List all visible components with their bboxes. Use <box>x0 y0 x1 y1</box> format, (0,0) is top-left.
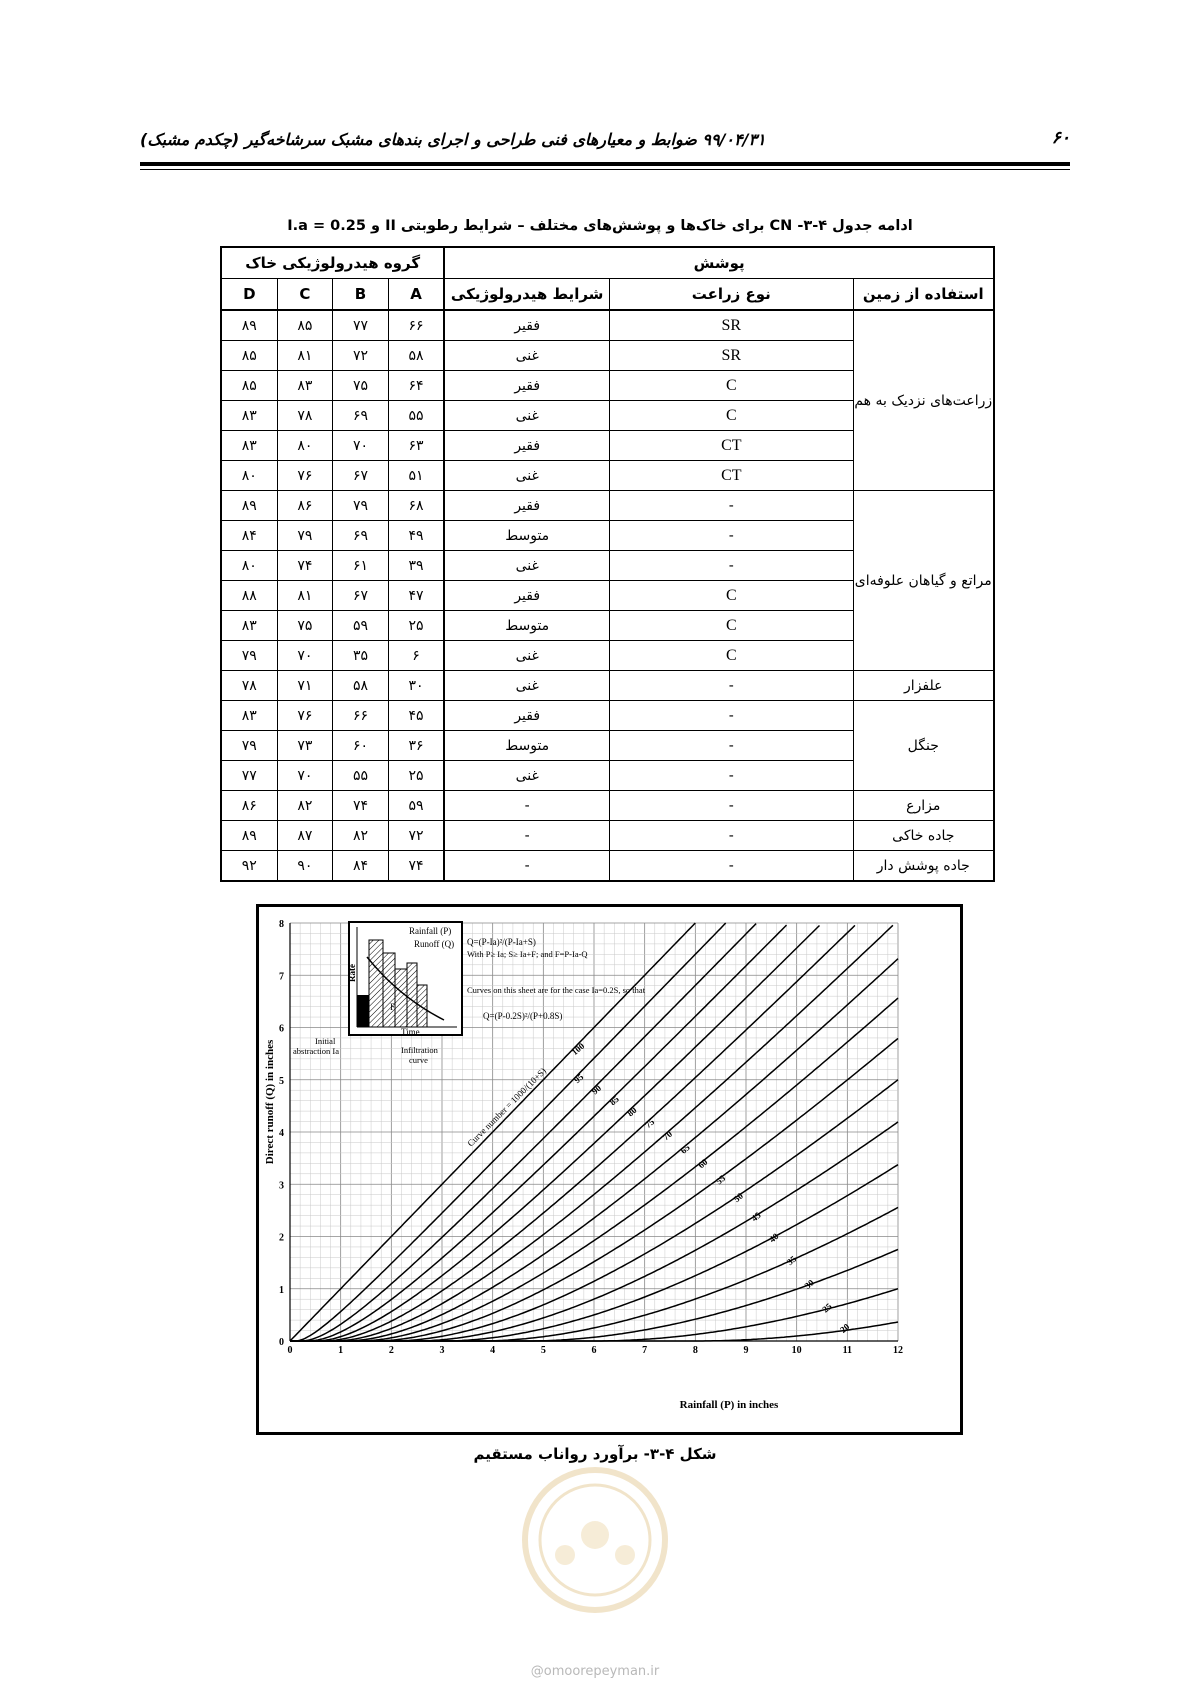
eq2: Q=(P-0.2S)²/(P+0.8S) <box>483 1011 563 1021</box>
x-tick-label: 4 <box>490 1345 496 1356</box>
header-title: ۹۹/۰۴/۳۱ ضوابط و معیارهای فنی طراحی و اجرای بندهای مشبک سرشاخه‌گیر (چکدم مشبک) <box>140 130 766 149</box>
cell-d: ۸۸ <box>221 581 277 611</box>
cn-label: 20 <box>838 1321 852 1335</box>
cell-crop-type: - <box>610 851 854 882</box>
table-row <box>221 671 994 701</box>
cell-c: ۷۸ <box>277 401 333 431</box>
inset-runoff-label: Runoff (Q) <box>414 939 455 949</box>
cell-b: ۷۵ <box>333 371 389 401</box>
cell-b: ۷۷ <box>333 310 389 341</box>
table-row <box>221 851 994 882</box>
cell-crop-type: C <box>610 581 854 611</box>
cell-a: ۳۹ <box>388 551 444 581</box>
x-tick-label: 7 <box>642 1345 648 1356</box>
y-tick-label: 6 <box>279 1023 284 1035</box>
cell-hydro-condition: فقیر <box>444 491 609 521</box>
x-tick-label: 12 <box>893 1345 903 1356</box>
cell-d: ۸۹ <box>221 821 277 851</box>
y-axis-label: Direct runoff (Q) in inches <box>264 1039 276 1165</box>
cell-a: ۴۹ <box>388 521 444 551</box>
cell-c: ۷۰ <box>277 761 333 791</box>
x-tick-label: 10 <box>791 1345 802 1356</box>
cell-a: ۶ <box>388 641 444 671</box>
cell-c: ۸۷ <box>277 821 333 851</box>
cell-crop-type: SR <box>610 341 854 371</box>
cell-d: ۸۰ <box>221 551 277 581</box>
col-d: D <box>221 279 277 311</box>
cell-d: ۸۵ <box>221 341 277 371</box>
cell-d: ۷۷ <box>221 761 277 791</box>
rain-bar-2 <box>383 953 395 1027</box>
land-use-pasture: مراتع و گیاهان علوفه‌ای <box>853 491 994 671</box>
cell-a: ۳۶ <box>388 731 444 761</box>
cell-b: ۵۵ <box>333 761 389 791</box>
cell-crop-type: - <box>610 731 854 761</box>
inset-f-label: F <box>390 1002 396 1012</box>
cell-hydro-condition: غنی <box>444 551 609 581</box>
cell-c: ۷۹ <box>277 521 333 551</box>
cell-c: ۷۳ <box>277 731 333 761</box>
land-use-farmsteads: مزارع <box>853 791 994 821</box>
table-row <box>221 791 994 821</box>
x-tick-label: 9 <box>743 1345 749 1356</box>
x-tick-label: 5 <box>540 1345 546 1356</box>
col-crop-type: نوع زراعت <box>610 279 854 311</box>
cell-a: ۷۲ <box>388 821 444 851</box>
table-row <box>221 701 994 731</box>
cell-hydro-condition: غنی <box>444 461 609 491</box>
cell-hydro-condition: غنی <box>444 671 609 701</box>
cell-c: ۸۱ <box>277 341 333 371</box>
cell-crop-type: - <box>610 551 854 581</box>
page-header <box>140 128 1070 152</box>
cell-crop-type: - <box>610 671 854 701</box>
cover-header: پوشش <box>444 247 994 279</box>
eq1-cond: With P≥ Ia; S≥ Ia+F; and F=P-Ia-Q <box>467 949 588 959</box>
cell-crop-type: C <box>610 611 854 641</box>
cell-b: ۵۸ <box>333 671 389 701</box>
x-tick-label: 1 <box>338 1345 344 1356</box>
col-a: A <box>388 279 444 311</box>
x-tick-label: 3 <box>439 1345 445 1356</box>
cn-label: 95 <box>572 1071 586 1086</box>
cell-c: ۸۲ <box>277 791 333 821</box>
watermark-text: @omoorepeyman.ir <box>530 1664 660 1679</box>
cell-hydro-condition: غنی <box>444 761 609 791</box>
cell-b: ۶۰ <box>333 731 389 761</box>
soil-group-header: گروه هیدرولوژیکی خاک <box>221 247 444 279</box>
x-tick-label: 11 <box>842 1345 853 1356</box>
land-use-meadow: علفزار <box>853 671 994 701</box>
x-tick-label: 0 <box>287 1345 293 1356</box>
cell-hydro-condition: متوسط <box>444 521 609 551</box>
land-use-paved-road: جاده پوشش دار <box>853 851 994 882</box>
x-tick-label: 6 <box>591 1345 597 1356</box>
y-tick-label: 7 <box>279 971 284 983</box>
col-c: C <box>277 279 333 311</box>
watermark-logo <box>495 1460 695 1630</box>
col-land-use: استفاده از زمین <box>853 279 994 311</box>
cell-b: ۶۶ <box>333 701 389 731</box>
cell-c: ۸۱ <box>277 581 333 611</box>
table-caption: ادامه جدول ۴-۳- CN برای خاک‌ها و پوشش‌های مختلف – شرایط رطوبتی II و I.a = 0.25 <box>287 218 913 234</box>
table-row <box>221 821 994 851</box>
cn-label: 80 <box>625 1104 639 1119</box>
cell-b: ۳۵ <box>333 641 389 671</box>
cell-b: ۷۰ <box>333 431 389 461</box>
rain-bar-3 <box>395 969 407 1027</box>
cell-b: ۵۹ <box>333 611 389 641</box>
cell-b: ۶۷ <box>333 581 389 611</box>
cell-a: ۳۰ <box>388 671 444 701</box>
cell-d: ۷۹ <box>221 731 277 761</box>
land-use-close-seeded: زراعت‌های نزدیک به هم <box>853 310 994 491</box>
header-rule-thin <box>140 169 1070 170</box>
cn-label: 75 <box>642 1116 657 1131</box>
y-tick-label: 2 <box>279 1232 284 1244</box>
cell-c: ۸۵ <box>277 310 333 341</box>
cell-d: ۸۳ <box>221 701 277 731</box>
x-tick-label: 8 <box>692 1345 698 1356</box>
y-tick-label: 8 <box>279 919 284 930</box>
cn-label: 25 <box>820 1301 834 1315</box>
cell-d: ۸۵ <box>221 371 277 401</box>
cell-d: ۸۶ <box>221 791 277 821</box>
cn-label: 70 <box>660 1128 675 1143</box>
y-tick-label: 5 <box>279 1075 284 1087</box>
cn-label: 50 <box>731 1190 745 1205</box>
cn-label: 55 <box>713 1172 728 1187</box>
cell-a: ۲۵ <box>388 611 444 641</box>
cell-crop-type: - <box>610 791 854 821</box>
cell-hydro-condition: فقیر <box>444 431 609 461</box>
cell-hydro-condition: متوسط <box>444 731 609 761</box>
x-tick-label: 2 <box>388 1345 394 1356</box>
cn-label: 35 <box>784 1253 799 1268</box>
cell-hydro-condition: غنی <box>444 641 609 671</box>
cell-c: ۷۱ <box>277 671 333 701</box>
cell-crop-type: C <box>610 371 854 401</box>
header-rule <box>140 162 1070 166</box>
rain-bar-1 <box>369 940 383 1027</box>
land-use-forest: جنگل <box>853 701 994 791</box>
cell-a: ۵۸ <box>388 341 444 371</box>
cell-c: ۷۵ <box>277 611 333 641</box>
cell-a: ۴۵ <box>388 701 444 731</box>
cell-hydro-condition: - <box>444 851 609 882</box>
cell-hydro-condition: - <box>444 821 609 851</box>
table-row <box>221 491 994 521</box>
cell-crop-type: - <box>610 521 854 551</box>
cell-b: ۶۹ <box>333 521 389 551</box>
cell-hydro-condition: فقیر <box>444 371 609 401</box>
inset-rainfall-label: Rainfall (P) <box>409 926 452 936</box>
cell-crop-type: CT <box>610 461 854 491</box>
land-use-dirt-road: جاده خاکی <box>853 821 994 851</box>
cn-label: 60 <box>696 1156 710 1171</box>
y-tick-label: 0 <box>279 1337 284 1348</box>
runoff-chart-svg <box>259 907 960 1432</box>
cn-label: 30 <box>802 1277 816 1291</box>
cell-hydro-condition: فقیر <box>444 310 609 341</box>
y-tick-label: 4 <box>279 1128 284 1139</box>
cell-b: ۶۱ <box>333 551 389 581</box>
cell-hydro-condition: غنی <box>444 401 609 431</box>
table-row <box>221 310 994 341</box>
cell-a: ۶۶ <box>388 310 444 341</box>
cell-d: ۸۰ <box>221 461 277 491</box>
cell-c: ۸۶ <box>277 491 333 521</box>
cell-a: ۷۴ <box>388 851 444 882</box>
cell-a: ۶۸ <box>388 491 444 521</box>
cell-b: ۸۲ <box>333 821 389 851</box>
cell-c: ۷۰ <box>277 641 333 671</box>
cell-crop-type: - <box>610 701 854 731</box>
cell-d: ۸۴ <box>221 521 277 551</box>
cell-d: ۷۸ <box>221 671 277 701</box>
cell-a: ۵۱ <box>388 461 444 491</box>
cn-label: 90 <box>589 1082 604 1097</box>
cell-b: ۶۹ <box>333 401 389 431</box>
cell-hydro-condition: فقیر <box>444 701 609 731</box>
cell-c: ۹۰ <box>277 851 333 882</box>
inset-infiltration-label: Infiltration curve <box>401 1045 438 1065</box>
x-axis-label: Rainfall (P) in inches <box>679 1399 779 1411</box>
cell-crop-type: CT <box>610 431 854 461</box>
cell-c: ۷۴ <box>277 551 333 581</box>
cell-a: ۶۴ <box>388 371 444 401</box>
cell-d: ۸۳ <box>221 401 277 431</box>
cell-b: ۷۲ <box>333 341 389 371</box>
cell-hydro-condition: غنی <box>444 341 609 371</box>
cell-d: ۸۳ <box>221 431 277 461</box>
cell-d: ۸۹ <box>221 310 277 341</box>
cell-c: ۸۰ <box>277 431 333 461</box>
cell-crop-type: SR <box>610 310 854 341</box>
cell-b: ۸۴ <box>333 851 389 882</box>
eq1: Q=(P-Ia)²/(P-Ia+S) <box>467 937 536 947</box>
cell-a: ۵۵ <box>388 401 444 431</box>
page-number: ۶۰ <box>1051 128 1070 148</box>
cell-d: ۷۹ <box>221 641 277 671</box>
cell-c: ۷۶ <box>277 461 333 491</box>
initial-abstraction-bar <box>357 995 369 1027</box>
cell-hydro-condition: - <box>444 791 609 821</box>
cell-hydro-condition: متوسط <box>444 611 609 641</box>
cell-c: ۷۶ <box>277 701 333 731</box>
cn-label: 65 <box>678 1142 692 1156</box>
inset-initial-label: Initial abstraction Ia <box>293 1036 340 1056</box>
cell-b: ۶۷ <box>333 461 389 491</box>
case-note: Curves on this sheet are for the case Ia=0.2S, so that <box>467 985 646 995</box>
cell-crop-type: - <box>610 491 854 521</box>
col-b: B <box>333 279 389 311</box>
curve-number-label: Curve number = 1000/(10+S) <box>465 1065 548 1149</box>
cell-d: ۸۳ <box>221 611 277 641</box>
cell-crop-type: C <box>610 641 854 671</box>
y-tick-label: 1 <box>279 1284 284 1296</box>
inset-time-label: Time <box>401 1027 420 1037</box>
cell-b: ۷۴ <box>333 791 389 821</box>
cn-label: 100 <box>569 1040 587 1058</box>
cell-b: ۷۹ <box>333 491 389 521</box>
cell-hydro-condition: فقیر <box>444 581 609 611</box>
cn-table <box>220 246 995 882</box>
cell-a: ۴۷ <box>388 581 444 611</box>
inset-diagram <box>293 922 462 1065</box>
runoff-chart <box>256 904 963 1435</box>
cell-c: ۸۳ <box>277 371 333 401</box>
cell-crop-type: C <box>610 401 854 431</box>
cn-label: 45 <box>749 1209 763 1224</box>
cell-crop-type: - <box>610 761 854 791</box>
figure-caption: شکل ۴-۳- برآورد رواناب مستقیم <box>473 1445 717 1463</box>
cell-a: ۶۳ <box>388 431 444 461</box>
col-hydro-condition: شرایط هیدرولوژیکی <box>444 279 609 311</box>
cn-label: 40 <box>767 1231 781 1245</box>
inset-rate-label: Rate <box>347 964 357 982</box>
rain-bar-4 <box>407 963 417 1027</box>
y-tick-label: 3 <box>279 1180 284 1192</box>
cell-d: ۸۹ <box>221 491 277 521</box>
cell-a: ۲۵ <box>388 761 444 791</box>
cell-a: ۵۹ <box>388 791 444 821</box>
table-body <box>221 310 994 881</box>
cell-crop-type: - <box>610 821 854 851</box>
rain-bar-5 <box>417 985 427 1027</box>
cell-d: ۹۲ <box>221 851 277 882</box>
cn-label: 85 <box>607 1093 621 1108</box>
